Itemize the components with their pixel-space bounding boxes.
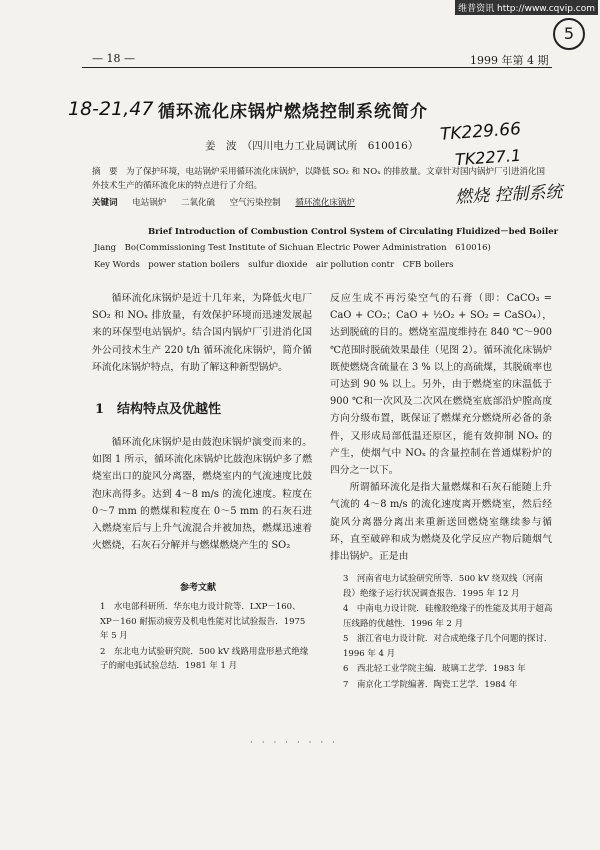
keyword-item: 循环流化床锅炉 <box>295 198 355 208</box>
english-author: Jiang Bo(Commissioning Test Institute of Sichuan Electric Power Administration 610016) <box>94 243 491 253</box>
reference-item: 3 河南省电力试验研究所等．500 kV 绕双线（河南段）绝缘子运行状况调查报告．1995 年 12 月 <box>343 574 543 599</box>
english-keywords: Key Words power station boilers sulfur dioxide air pollution contr CFB boilers <box>94 260 454 270</box>
section-heading: 1 结构特点及优越性 <box>95 402 222 417</box>
source-stamp: 维普资讯 http://www.cqvip.com <box>455 0 598 15</box>
header-rule <box>82 67 552 68</box>
references-right <box>343 572 555 693</box>
body-left-intro <box>92 290 312 376</box>
keywords-label: 关键词 <box>92 198 118 208</box>
references-left <box>100 600 312 675</box>
keywords-line <box>92 196 547 208</box>
reference-item: 6 西北轻工业学院主编．玻璃工艺学．1983 年 <box>343 664 526 674</box>
handwritten-page-range: 18-21,47 <box>68 98 154 120</box>
circled-annotation: 5 <box>553 18 585 50</box>
handwritten-class-code-2: TK227.1 <box>454 145 522 170</box>
handwritten-class-code-1: TK229.66 <box>439 119 522 145</box>
keyword-item: 空气污染控制 <box>229 198 281 208</box>
footer-dots: · · · · · · · · <box>250 738 338 748</box>
references-title: 参考文献 <box>180 583 217 593</box>
paragraph: 所谓循环流化是指大量燃煤和石灰石能随上升气流的 4～8 m/s 的流化速度离开燃烧室，然后经旋风分离器分离出来重新送回燃烧室继续参与循环，直至破碎和成为燃烧及化学反应产物后随烟气排出锅炉。正是由 <box>330 482 552 563</box>
body-right-column <box>330 290 552 565</box>
page-number: — 18 — <box>92 52 135 65</box>
handwritten-keywords: 燃烧 控制系统 <box>454 182 563 208</box>
abstract: 摘 要 为了保护环境，电站锅炉采用循环流化床锅炉，以降低 SO₂ 和 NOₓ 的排放量。文章针对国内锅炉厂引进消化国外技术生产的循环流化床的特点进行了介绍。 <box>92 167 546 191</box>
reference-item: 4 中南电力设计院．硅橡胶绝缘子的性能及其用于超高压线路的优越性．1996 年 2 月 <box>343 604 553 629</box>
reference-item: 5 浙江省电力设计院．对合成绝缘子几个问题的探讨．1996 年 4 月 <box>343 634 553 659</box>
body-left-section <box>92 434 312 554</box>
keyword-item: 二氧化硫 <box>180 198 215 208</box>
paragraph: 反应生成不再污染空气的石膏（即：CaCO₃ = CaO + CO₂；CaO + ½O₂ + SO₂ = CaSO₄），达到脱硫的目的。燃烧室温度维持在 840 ℃～900 ℃范围时脱硫效果最佳（见图 2）。循环流化床锅炉既使燃烧含硫量在 3 % 以上的高硫煤，其脱硫率也可达到 90 % 以上。另外，由于燃烧室的床温低于 900 ℃和一次风及二次风在燃烧室底部沿炉膛高度方向分级布置，既保证了燃煤充分燃烧所必备的条件，又形成局部低温还原区，能有效抑制 NOₓ 的产生，使烟气中 NOₓ 的含量控制在普通煤粉炉的四分之一以下。 <box>330 293 552 477</box>
paragraph: 循环流化床锅炉是由鼓泡床锅炉演变而来的。如图 1 所示，循环流化床锅炉比鼓泡床锅炉多了燃烧室出口的旋风分离器，燃烧室内的气流速度比鼓泡床高得多。达到 4～8 m/s 的流化速度。粒度在 0～7 mm 的燃煤和粒度在 0～5 mm 的石灰石进入燃烧室后与上升气流混合并被加热，燃煤迅速着火燃烧，石灰石分解并与燃煤燃烧产生的 SO₂ <box>92 437 312 552</box>
reference-item: 2 东北电力试验研究院．500 kV 线路用盘形悬式绝缘子的耐电弧试验总结．1981 年 1 月 <box>100 646 309 671</box>
reference-item: 1 水电部科研所．华东电力设计院等．LXP－160、XP－160 耐振动疲劳及机电性能对比试验报告．1975 年 5 月 <box>100 602 306 641</box>
english-title: Brief Introduction of Combustion Control System of Circulating Fluidized－bed Boiler <box>148 227 559 237</box>
keyword-item: 电站锅炉 <box>132 198 167 208</box>
author-line: 姜 波 （四川电力工业局调试所 610016） <box>205 140 419 152</box>
paragraph: 循环流化床锅炉是近十几年来，为降低火电厂 SO₂ 和 NOₓ 排放量，有效保护环境而迅速发展起来的环保型电站锅炉。结合国内锅炉厂引进消化国外公司技术生产 220 t/h 循环流化床锅炉，简介循环流化床锅炉特点，有助了解这种新型锅炉。 <box>92 293 312 373</box>
paper-title: 循环流化床锅炉燃烧控制系统简介 <box>158 102 428 122</box>
reference-item: 7 南京化工学院编著．陶瓷工艺学．1984 年 <box>343 679 518 690</box>
issue-label: 1999 年第 4 期 <box>470 54 549 67</box>
